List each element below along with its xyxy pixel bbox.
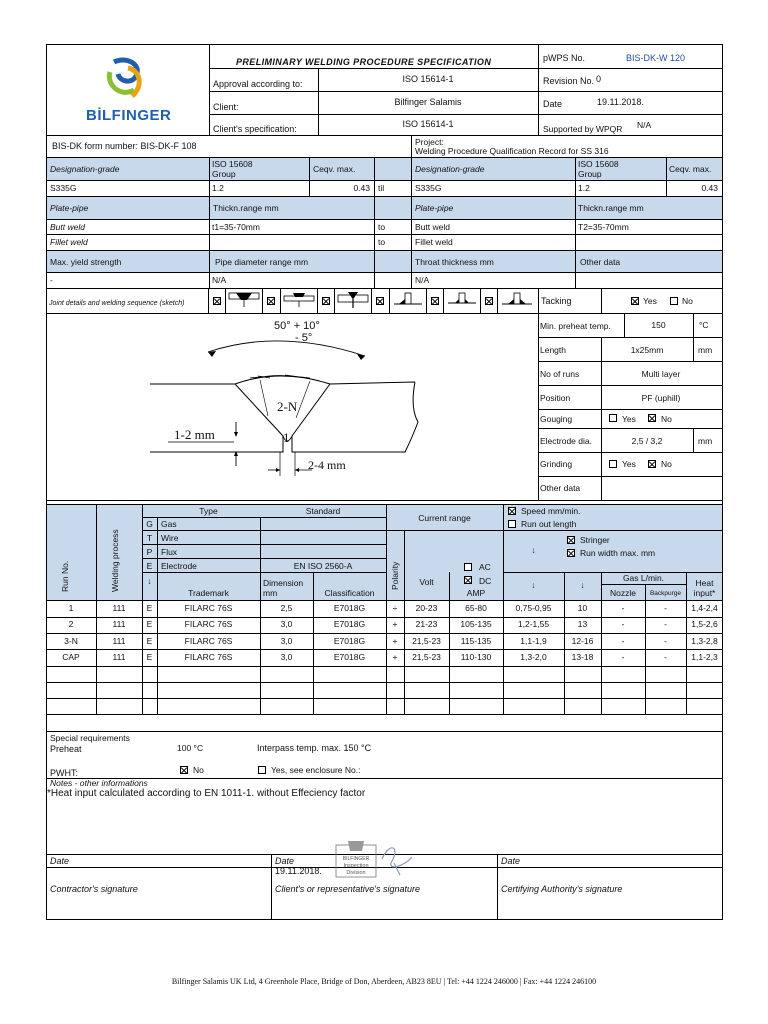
type-header: Type xyxy=(199,506,218,516)
param-label-gouging: Gouging xyxy=(540,414,573,424)
run-cell-pol: + xyxy=(392,651,398,662)
nozzle-header: Nozzle xyxy=(610,588,636,598)
joint-tee-icon-1 xyxy=(392,291,424,309)
runwidth-label: Run width max. mm xyxy=(580,548,656,558)
param-label-length: Length xyxy=(540,345,566,355)
speed-arrow: ↓ xyxy=(531,545,536,555)
revision-label: Revision No. xyxy=(543,76,595,86)
to-label-2: to xyxy=(378,237,386,247)
gas-flow-header: Gas L/min. xyxy=(622,573,665,583)
left-grade: S335G xyxy=(50,183,77,193)
classification-header: Classification xyxy=(324,588,375,598)
throat-value: N/A xyxy=(415,275,430,285)
ac-label: AC xyxy=(479,562,491,572)
run-cell-speed: 1,2-1,55 xyxy=(517,619,550,630)
run-cell-process: 111 xyxy=(112,603,126,613)
run-no-header: Run No. xyxy=(60,560,70,592)
project-label: Project: xyxy=(415,137,444,147)
iso-label-left-1: ISO 15608 xyxy=(212,159,253,169)
tacking-label: Tacking xyxy=(541,296,572,306)
run-cell-pol: + xyxy=(392,635,398,646)
run-cell-amp: 110-130 xyxy=(460,651,492,662)
electrode-label: Electrode xyxy=(161,561,197,571)
joint-checkbox-5[interactable] xyxy=(431,297,439,305)
run-cell-run: 3-N xyxy=(64,635,78,646)
pwht-yes-checkbox[interactable] xyxy=(258,766,266,774)
fillet-weld-left: Fillet weld xyxy=(50,237,88,247)
param-label-preheat: Min. preheat temp. xyxy=(540,321,611,331)
amp-header: AMP xyxy=(466,588,486,598)
joint-tee-icon-3 xyxy=(500,291,534,309)
grinding-yes-checkbox[interactable] xyxy=(609,460,617,468)
yield-value: - xyxy=(50,275,53,285)
param-value-electrode: 2,5 / 3,2 xyxy=(631,436,663,446)
polarity-header: Polarity xyxy=(390,561,400,590)
run-cell-back: - xyxy=(664,635,667,646)
client-signature-label: Client's or representative's signature xyxy=(275,884,421,894)
run-cell-class: E7018G xyxy=(333,635,366,646)
run-cell-speed: 0,75-0,95 xyxy=(515,603,552,613)
pwht-yes-label: Yes, see enclosure No.: xyxy=(271,765,361,775)
run-cell-process: 111 xyxy=(112,619,126,630)
tacking-no-label: No xyxy=(682,296,693,306)
welding-process-header: Welding process xyxy=(110,529,120,592)
standard-header: Standard xyxy=(305,506,341,516)
run-cell-heat: 1,4-2,4 xyxy=(691,603,718,613)
pwps-value: BIS-DK-W 120 xyxy=(626,53,686,63)
run-cell-width: 13-18 xyxy=(571,651,594,662)
right-group: 1.2 xyxy=(578,183,590,193)
gas-label: Gas xyxy=(161,519,177,529)
authority-signature-label: Certifying Authority's signature xyxy=(501,884,623,894)
designation-label-right: Designation-grade xyxy=(415,164,485,174)
notes-label: Notes - other informations xyxy=(50,778,148,788)
contractor-signature-label: Contractor's signature xyxy=(50,884,138,894)
param-label-runs: No of runs xyxy=(540,369,580,379)
run-cell-amp: 65-80 xyxy=(465,603,487,613)
grinding-yes-label: Yes xyxy=(622,459,636,469)
run-cell-back: - xyxy=(664,619,667,630)
root-face-label: 1-2 mm xyxy=(174,427,215,442)
designation-label-left: Designation-grade xyxy=(50,164,120,174)
dimension-header-2: mm xyxy=(263,588,278,598)
run-cell-code: E xyxy=(146,651,153,662)
electrode-standard: EN ISO 2560-A xyxy=(293,561,353,571)
approval-label: Approval according to: xyxy=(213,79,303,89)
til-label: til xyxy=(378,183,385,193)
authority-date-label: Date xyxy=(501,856,521,866)
client-date-value: 19.11.2018. xyxy=(275,866,322,876)
joint-tee-icon-2 xyxy=(446,291,478,309)
run-cell-run: 2 xyxy=(68,619,74,630)
root-gap-label: 2-4 mm xyxy=(308,458,346,472)
run-cell-code: E xyxy=(146,619,153,630)
run-cell-nozzle: - xyxy=(621,651,625,662)
run-cell-width: 13 xyxy=(577,619,588,630)
preheat-label: Preheat xyxy=(50,744,82,754)
run-cell-amp: 105-135 xyxy=(460,619,492,630)
pwht-no-checkbox[interactable] xyxy=(180,766,188,774)
run-cell-code: E xyxy=(146,603,153,613)
iso-label-right-2: Group xyxy=(578,169,602,179)
run-cell-width: 10 xyxy=(577,603,588,613)
run-cell-speed: 1,1-1,9 xyxy=(520,635,547,646)
joint-checkbox-2[interactable] xyxy=(267,297,275,305)
run-cell-trademark: FILARC 76S xyxy=(184,651,233,662)
current-range-header: Current range xyxy=(418,513,471,523)
param-value-runs: Multi layer xyxy=(641,369,681,379)
client-value: Bilfinger Salamis xyxy=(394,97,462,107)
revision-value: 0 xyxy=(596,74,602,84)
run-cell-pol: + xyxy=(392,619,398,630)
bevel-angle-tolerance: - 5° xyxy=(295,332,313,344)
supported-value: N/A xyxy=(637,120,652,130)
fill-passes-label: 2-N xyxy=(277,399,298,414)
run-cell-trademark: FILARC 76S xyxy=(184,635,233,646)
ac-checkbox[interactable] xyxy=(464,563,472,571)
thickn-label-left: Thickn.range mm xyxy=(213,203,279,213)
run-cell-volt: 21-23 xyxy=(415,619,438,630)
runout-label: Run out length xyxy=(521,519,577,529)
run-cell-class: E7018G xyxy=(333,619,366,630)
pwht-label: PWHT: xyxy=(50,768,78,778)
backpurge-header: Backpurge xyxy=(649,590,682,597)
stamp-text-1: BILFINGER xyxy=(342,856,370,862)
ceq-label-left: Ceqv. max. xyxy=(313,164,356,174)
heat-input-header-2: input* xyxy=(693,588,716,598)
project-value: Welding Procedure Qualification Record for SS 316 xyxy=(415,146,609,156)
speed-checkbox[interactable] xyxy=(508,507,516,515)
param-unit-preheat: °C xyxy=(699,320,709,330)
run-cell-volt: 20-23 xyxy=(415,603,438,613)
left-group: 1.2 xyxy=(212,183,224,193)
butt-weld-right-value: T2=35-70mm xyxy=(578,222,629,232)
right-ceq: 0.43 xyxy=(701,183,718,193)
heat-input-note: *Heat input calculated according to EN 1011-1. without Effeciency factor xyxy=(47,788,366,799)
electrode-code: E xyxy=(146,561,153,571)
joint-v-groove-icon xyxy=(228,291,260,309)
gouging-yes-label: Yes xyxy=(622,414,636,424)
gouging-no-label: No xyxy=(661,414,672,424)
gouging-no-checkbox[interactable] xyxy=(648,414,656,422)
yield-label: Max. yield strength xyxy=(50,257,122,267)
left-ceq: 0.43 xyxy=(353,183,370,193)
width-value-arrow: ↓ xyxy=(580,580,585,590)
run-cell-dim: 2,5 xyxy=(280,603,293,613)
joint-checkbox-3[interactable] xyxy=(322,297,330,305)
joint-checkbox-4[interactable] xyxy=(376,297,384,305)
run-cell-heat: 1,1-2,3 xyxy=(691,651,718,662)
throat-label: Throat thickness mm xyxy=(415,257,494,267)
thickn-label-right: Thickn.range mm xyxy=(578,203,644,213)
contractor-date-label: Date xyxy=(50,856,70,866)
root-pass-label: 1 xyxy=(283,430,290,445)
run-cell-class: E7018G xyxy=(333,651,366,662)
run-cell-process: 111 xyxy=(112,635,126,646)
special-requirements-label: Special requirements xyxy=(50,733,130,743)
supported-label: Supported by WPQR xyxy=(543,124,623,134)
footer-address: Bilfinger Salamis UK Ltd, 4 Greenhole Place, Bridge of Don, Aberdeen, AB23 8EU | Tel: +44 1224 246000 | Fax: +44 1224 246100 xyxy=(171,977,597,986)
dimension-header-1: Dimension xyxy=(263,578,304,588)
wire-code: T xyxy=(146,533,153,543)
param-label-position: Position xyxy=(540,393,571,403)
run-cell-code: E xyxy=(146,635,153,646)
flux-label: Flux xyxy=(161,547,178,557)
client-spec-value: ISO 15614-1 xyxy=(402,119,454,129)
stamp-text-2: Inspection xyxy=(343,863,369,869)
pipe-diam-value: N/A xyxy=(212,275,227,285)
run-cell-dim: 3,0 xyxy=(280,635,293,646)
plate-pipe-right: Plate-pipe xyxy=(415,203,454,213)
bilfinger-logo-icon xyxy=(98,58,158,102)
volt-header: Volt xyxy=(419,577,434,587)
runout-checkbox[interactable] xyxy=(508,520,516,528)
pwht-no-label: No xyxy=(193,765,204,775)
param-unit-electrode: mm xyxy=(698,436,713,446)
run-cell-dim: 3,0 xyxy=(280,619,293,630)
tacking-yes-label: Yes xyxy=(643,296,657,306)
run-cell-pol: ÷ xyxy=(392,603,398,613)
param-label-other: Other data xyxy=(540,483,581,493)
right-grade: S335G xyxy=(415,183,442,193)
joint-details-label: Joint details and welding sequence (sketch) xyxy=(49,300,185,307)
speed-value-arrow: ↓ xyxy=(531,580,536,590)
gouging-yes-checkbox[interactable] xyxy=(609,414,617,422)
butt-weld-right: Butt weld xyxy=(415,222,450,232)
pipe-diam-label: Pipe diameter range mm xyxy=(215,257,309,267)
trademark-header: Trademark xyxy=(188,588,229,598)
ceq-label-right: Ceqv. max. xyxy=(669,164,712,174)
param-label-grinding: Grinding xyxy=(540,459,573,469)
type-arrow: ↓ xyxy=(147,576,152,586)
pwps-label: pWPS No. xyxy=(543,53,586,63)
joint-checkbox-6[interactable] xyxy=(485,297,493,305)
joint-checkbox-1[interactable] xyxy=(213,297,221,305)
speed-label: Speed mm/min. xyxy=(521,506,581,516)
run-cell-heat: 1,5-2,6 xyxy=(691,619,718,630)
butt-weld-left-value: t1=35-70mm xyxy=(212,222,260,232)
client-spec-label: Client's specification: xyxy=(213,124,297,134)
run-cell-amp: 115-135 xyxy=(460,635,492,646)
runwidth-checkbox[interactable] xyxy=(567,549,575,557)
client-date-label: Date xyxy=(275,856,295,866)
flux-code: P xyxy=(146,547,153,557)
stamp-text-3: Division xyxy=(346,870,366,876)
form-number: BIS-DK form number: BIS-DK-F 108 xyxy=(52,141,197,151)
param-unit-length: mm xyxy=(698,345,713,355)
joint-square-groove-icon xyxy=(283,291,315,309)
param-value-length: 1x25mm xyxy=(630,345,664,355)
param-value-preheat: 150 xyxy=(651,320,666,330)
joint-x-groove-icon xyxy=(337,291,369,309)
preheat-value: 100 °C xyxy=(177,743,204,753)
run-cell-nozzle: - xyxy=(621,635,625,646)
brand-name: BİLFINGER xyxy=(86,107,172,124)
client-label: Client: xyxy=(213,102,239,112)
run-cell-back: - xyxy=(664,651,667,662)
grinding-no-checkbox[interactable] xyxy=(648,460,656,468)
run-cell-volt: 21,5-23 xyxy=(412,651,441,662)
run-cell-class: E7018G xyxy=(333,603,366,613)
tacking-no-checkbox[interactable] xyxy=(670,297,678,305)
date-value: 19.11.2018. xyxy=(597,97,644,107)
plate-pipe-left: Plate-pipe xyxy=(50,203,89,213)
run-cell-nozzle: - xyxy=(621,603,625,613)
param-value-position: PF (uphill) xyxy=(641,393,681,403)
form-title: PRELIMINARY WELDING PROCEDURE SPECIFICATION xyxy=(236,57,492,67)
param-label-electrode: Electrode dia. xyxy=(540,436,592,446)
heat-input-header-1: Heat xyxy=(695,578,714,588)
interpass-text: Interpass temp. max. 150 °C xyxy=(257,743,372,753)
stringer-checkbox[interactable] xyxy=(567,536,575,544)
stringer-label: Stringer xyxy=(580,535,610,545)
dc-checkbox[interactable] xyxy=(464,576,472,584)
approval-value: ISO 15614-1 xyxy=(402,74,454,84)
fillet-weld-right: Fillet weld xyxy=(415,237,453,247)
run-cell-trademark: FILARC 76S xyxy=(184,619,233,630)
run-cell-width: 12-16 xyxy=(571,635,594,646)
gas-code: G xyxy=(146,519,153,529)
run-cell-heat: 1,3-2,8 xyxy=(691,635,718,646)
run-cell-nozzle: - xyxy=(621,619,625,630)
run-cell-run: 1 xyxy=(68,603,74,613)
run-cell-run: CAP xyxy=(62,651,80,662)
butt-weld-left: Butt weld xyxy=(50,222,85,232)
grinding-no-label: No xyxy=(661,459,672,469)
bevel-angle-label: 50° + 10° xyxy=(274,320,320,332)
iso-label-right-1: ISO 15608 xyxy=(578,159,619,169)
other-data-label: Other data xyxy=(580,257,621,267)
date-label: Date xyxy=(543,99,563,109)
run-cell-dim: 3,0 xyxy=(280,651,293,662)
tacking-yes-checkbox[interactable] xyxy=(631,297,639,305)
run-cell-speed: 1,3-2,0 xyxy=(520,651,547,662)
wire-label: Wire xyxy=(161,533,179,543)
to-label-1: to xyxy=(378,222,386,232)
run-cell-volt: 21,5-23 xyxy=(412,635,441,646)
run-cell-trademark: FILARC 76S xyxy=(184,603,233,613)
dc-label: DC xyxy=(479,576,492,586)
run-cell-process: 111 xyxy=(112,651,126,662)
iso-label-left-2: Group xyxy=(212,169,236,179)
run-cell-back: - xyxy=(664,603,667,613)
